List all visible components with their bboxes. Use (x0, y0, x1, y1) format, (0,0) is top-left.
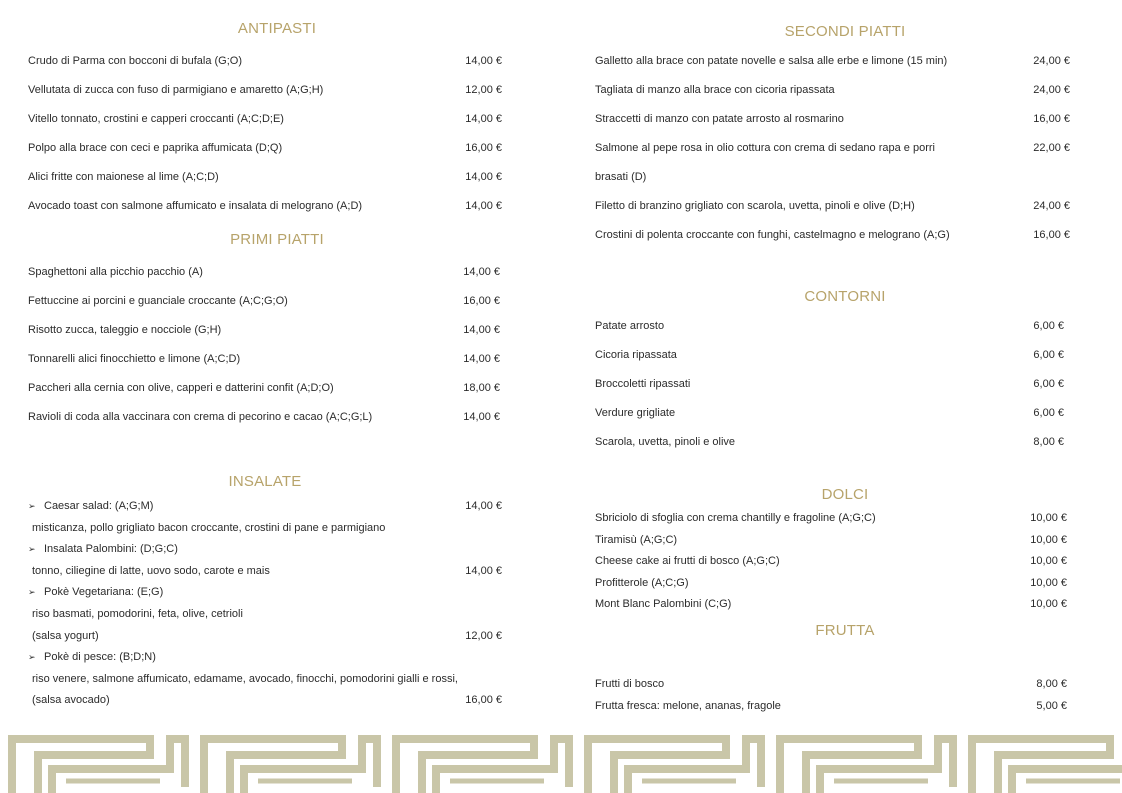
primi-item-name: Risotto zucca, taleggio e nocciole (G;H) (28, 324, 222, 336)
section-title-secondi: SECONDI PIATTI (784, 23, 906, 40)
dolci-item-price: 10,00 € (1030, 576, 1067, 589)
contorni-item-price: 6,00 € (1033, 349, 1064, 361)
secondi-item-name: Crostini di polenta croccante con funghi, castelmagno e melograno (A;G) (595, 229, 950, 241)
bullet-arrow-icon: ➢ (28, 544, 36, 555)
dolci-item-price: 10,00 € (1030, 598, 1067, 611)
salad-description (32, 673, 458, 685)
contorni-item-name: Verdure grigliate (595, 407, 676, 419)
contorni-item-name: Patate arrosto (595, 320, 665, 332)
salad-description (32, 694, 110, 706)
bullet-arrow-icon: ➢ (28, 587, 36, 598)
contorni-item-price: 8,00 € (1033, 436, 1064, 448)
greek-key-pattern (0, 735, 1122, 793)
frutta-item-price: 8,00 € (1036, 678, 1067, 690)
dolci-item-price: 10,00 € (1030, 512, 1067, 524)
section-title-primi: PRIMI PIATTI (230, 231, 324, 248)
section-title-dolci: DOLCI (821, 486, 869, 503)
secondi-item-name: Salmone al pepe rosa in olio cottura con crema di sedano rapa e porri (595, 142, 935, 154)
secondi-item-price: 16,00 € (1033, 229, 1070, 241)
antipasti-item-price: 16,00 € (465, 142, 502, 154)
contorni-item-price: 6,00 € (1033, 320, 1064, 332)
dolci-item-name: Sbriciolo di sfoglia con crema chantilly e fragoline (A;G;C) (595, 512, 876, 524)
primi-item-name: Paccheri alla cernia con olive, capperi e datterini confit (A;D;O) (28, 382, 334, 394)
section-title-antipasti: ANTIPASTI (237, 20, 317, 37)
antipasti-item-price: 14,00 € (465, 113, 502, 125)
dolci-item-name: Mont Blanc Palombini (C;G) (595, 598, 732, 611)
primi-item-price: 14,00 € (463, 324, 500, 336)
antipasti-item-name: Alici fritte con maionese al lime (A;C;D) (28, 171, 219, 183)
bullet-arrow-icon: ➢ (28, 501, 36, 511)
salad-line-text: misticanza, pollo grigliato bacon croccante, crostini di pane e parmigiano (32, 521, 386, 534)
antipasti-item-name: Vellutata di zucca con fuso di parmigiano e amaretto (A;G;H) (28, 84, 324, 96)
primi-item-name: Ravioli di coda alla vaccinara con crema di pecorino e cacao (A;C;G;L) (28, 411, 373, 423)
primi-item-name: Fettuccine ai porcini e guanciale croccante (A;C;G;O) (28, 295, 288, 307)
primi-item-price: 14,00 € (463, 266, 500, 278)
salad-line-text: Caesar salad: (A;G;M) (44, 500, 154, 512)
salad-description (32, 608, 243, 620)
dolci-item-name: Profitterole (A;C;G) (595, 576, 689, 589)
salad-line-text: tonno, ciliegine di latte, uovo sodo, carote e mais (32, 564, 270, 577)
salad-description (32, 630, 99, 642)
decorative-pattern-footer (0, 735, 1122, 793)
salad-price: 14,00 € (465, 564, 502, 577)
contorni-item-name: Broccoletti ripassati (595, 378, 691, 390)
primi-item-price: 14,00 € (463, 353, 500, 365)
salad-price: 12,00 € (465, 629, 502, 642)
contorni-item-name: Scarola, uvetta, pinoli e olive (595, 436, 736, 448)
antipasti-item-price: 12,00 € (465, 84, 502, 96)
primi-item-price: 14,00 € (463, 411, 500, 423)
contorni-item-name: Cicoria ripassata (595, 349, 677, 361)
secondi-item-price: 24,00 € (1033, 84, 1070, 96)
secondi-item-name: brasati (D) (595, 171, 647, 183)
secondi-item-price: 24,00 € (1033, 55, 1070, 67)
section-title-insalate: INSALATE (228, 473, 302, 490)
salad-name (28, 651, 156, 663)
salad-line-text: Pokè di pesce: (B;D;N) (44, 651, 156, 664)
bullet-arrow-icon: ➢ (28, 652, 36, 663)
dolci-item-price: 10,00 € (1030, 555, 1067, 568)
salad-line-text: riso basmati, pomodorini, feta, olive, cetrioli (32, 608, 243, 620)
secondi-item-name: Filetto di branzino grigliato con scarola, uvetta, pinoli e olive (D;H) (595, 200, 915, 212)
salad-name (28, 543, 178, 555)
section-title-contorni: CONTORNI (804, 288, 886, 305)
section-title-frutta: FRUTTA (815, 622, 875, 639)
dolci-item-price: 10,00 € (1030, 533, 1067, 546)
primi-item-price: 18,00 € (463, 382, 500, 394)
antipasti-item-name: Polpo alla brace con ceci e paprika affumicata (D;Q) (28, 142, 283, 154)
frutta-item-price: 5,00 € (1036, 699, 1067, 712)
contorni-item-price: 6,00 € (1033, 378, 1064, 390)
secondi-item-price: 24,00 € (1033, 200, 1070, 212)
frutta-item-name: Frutti di bosco (595, 678, 665, 690)
secondi-item-name: Galletto alla brace con patate novelle e salsa alle erbe e limone (15 min) (595, 55, 948, 67)
secondi-item-price: 22,00 € (1033, 142, 1070, 154)
salad-line-text: riso venere, salmone affumicato, edamame, avocado, finocchi, pomodorini gialli e rossi, (32, 672, 458, 685)
antipasti-item-price: 14,00 € (465, 171, 502, 183)
salad-description (32, 522, 385, 534)
primi-item-name: Spaghettoni alla picchio pacchio (A) (28, 266, 203, 278)
salad-price: 14,00 € (465, 500, 502, 512)
salad-line-text: (salsa avocado) (32, 694, 110, 707)
antipasti-item-price: 14,00 € (465, 55, 502, 67)
antipasti-item-name: Avocado toast con salmone affumicato e insalata di melograno (A;D) (28, 200, 363, 212)
contorni-item-price: 6,00 € (1033, 407, 1064, 419)
frutta-item-name: Frutta fresca: melone, ananas, fragole (595, 699, 781, 712)
antipasti-item-name: Vitello tonnato, crostini e capperi croccanti (A;C;D;E) (28, 113, 284, 125)
salad-description (32, 565, 270, 577)
secondi-item-name: Tagliata di manzo alla brace con cicoria ripassata (595, 84, 835, 96)
salad-line-text: Insalata Palombini: (D;G;C) (44, 543, 178, 556)
salad-line-text: Pokè Vegetariana: (E;G) (44, 586, 164, 599)
antipasti-item-price: 14,00 € (465, 200, 502, 212)
salad-name (28, 586, 163, 598)
salad-line-text: (salsa yogurt) (32, 629, 99, 642)
dolci-item-name: Tiramisù (A;G;C) (595, 533, 678, 546)
primi-item-price: 16,00 € (463, 295, 500, 307)
salad-price: 16,00 € (465, 694, 502, 707)
secondi-item-name: Straccetti di manzo con patate arrosto al rosmarino (595, 113, 844, 125)
antipasti-item-name: Crudo di Parma con bocconi di bufala (G;O) (28, 55, 242, 67)
dolci-item-name: Cheese cake ai frutti di bosco (A;G;C) (595, 555, 780, 568)
secondi-item-price: 16,00 € (1033, 113, 1070, 125)
primi-item-name: Tonnarelli alici finocchietto e limone (A;C;D) (28, 353, 241, 365)
salad-name (28, 500, 153, 512)
